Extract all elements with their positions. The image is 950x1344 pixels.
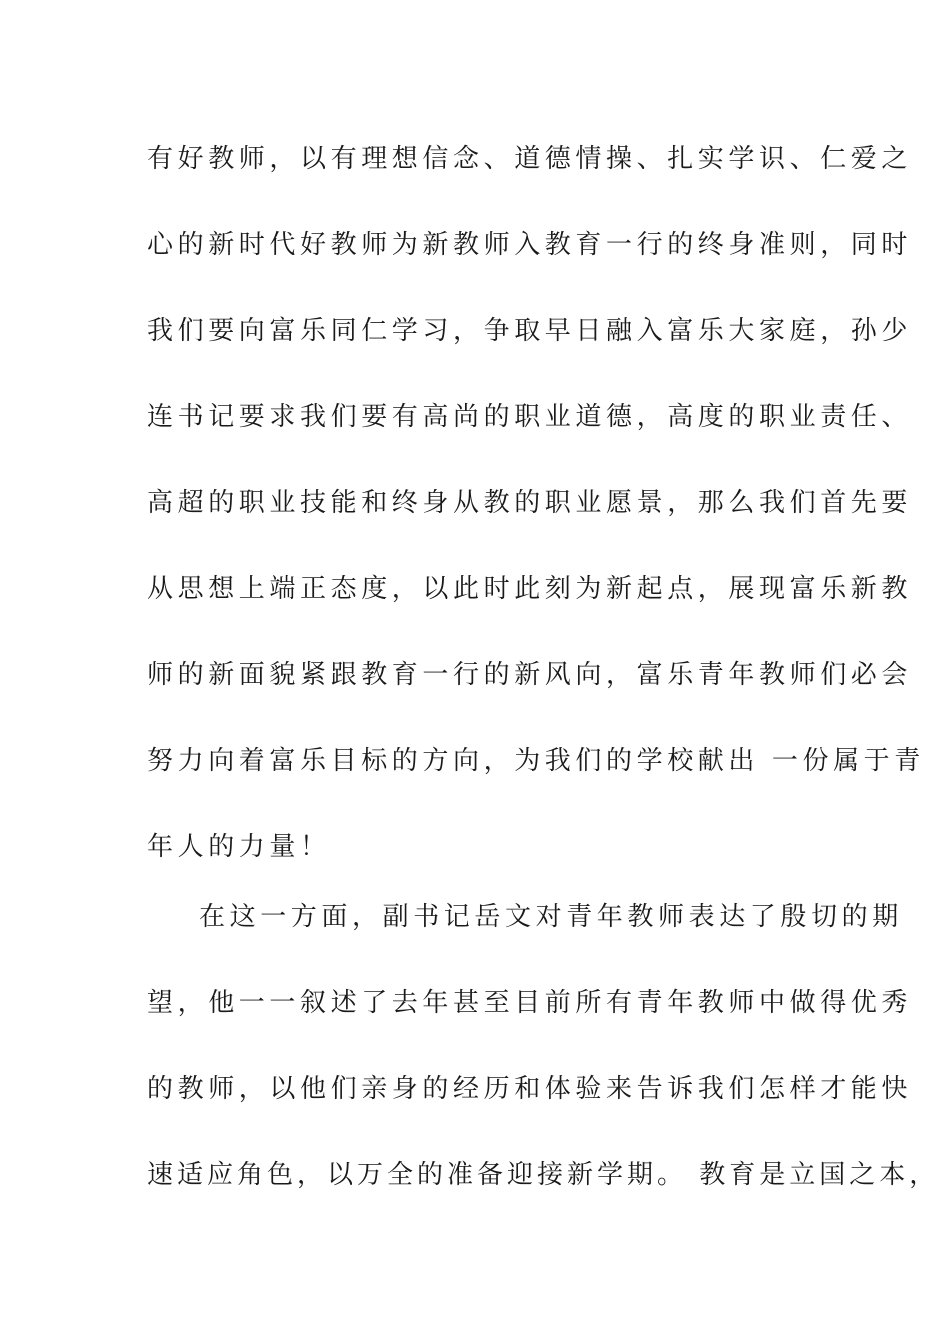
paragraph-line: 从思想上端正态度，以此时此刻为新起点，展现富乐新教 bbox=[147, 574, 913, 604]
paragraph-line: 的教师，以他们亲身的经历和体验来告诉我们怎样才能快 bbox=[147, 1074, 913, 1104]
paragraph-line: 速适应角色，以万全的准备迎接新学期。 教育是立国之本， bbox=[147, 1160, 940, 1190]
paragraph-line: 努力向着富乐目标的方向，为我们的学校献出 一份属于青 bbox=[147, 746, 925, 776]
paragraph-line: 望，他一一叙述了去年甚至目前所有青年教师中做得优秀 bbox=[147, 988, 913, 1018]
paragraph-first-line: 在这一方面，副书记岳文对青年教师表达了殷切的期 bbox=[199, 902, 903, 932]
paragraph-line: 我们要向富乐同仁学习，争取早日融入富乐大家庭，孙少 bbox=[147, 316, 913, 346]
paragraph-line: 年人的力量！ bbox=[147, 832, 331, 862]
paragraph-line: 有好教师，以有理想信念、道德情操、扎实学识、仁爱之 bbox=[147, 144, 913, 174]
paragraph-line: 高超的职业技能和终身从教的职业愿景，那么我们首先要 bbox=[147, 488, 913, 518]
paragraph-line: 连书记要求我们要有高尚的职业道德，高度的职业责任、 bbox=[147, 402, 913, 432]
paragraph-line: 师的新面貌紧跟教育一行的新风向，富乐青年教师们必会 bbox=[147, 660, 913, 690]
paragraph-line: 心的新时代好教师为新教师入教育一行的终身准则，同时 bbox=[147, 230, 913, 260]
